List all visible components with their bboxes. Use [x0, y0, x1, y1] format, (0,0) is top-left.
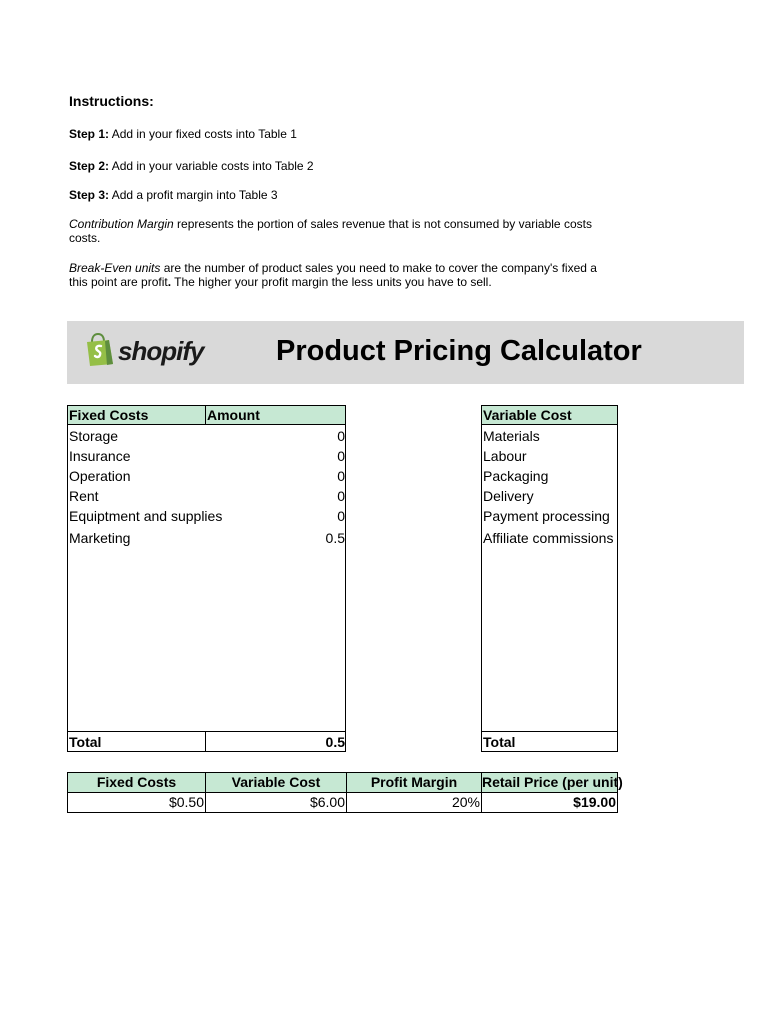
fixed-cost-amount[interactable]: 0 — [337, 508, 345, 524]
break-even-term: Break-Even units — [69, 261, 161, 275]
variable-total-label: Total — [483, 734, 516, 750]
variable-cost-name[interactable]: Packaging — [483, 468, 549, 484]
step-1-label: Step 1: — [69, 127, 110, 141]
break-even-note — [69, 261, 618, 289]
shopping-bag-icon — [85, 333, 115, 367]
fixed-cost-amount[interactable]: 0 — [337, 428, 345, 444]
fixed-total-value: 0.5 — [325, 734, 345, 750]
amount-header: Amount — [205, 405, 346, 425]
variable-cost-header: Variable Cost — [481, 405, 618, 425]
summary-header-fixed-costs: Fixed Costs — [67, 772, 206, 793]
summary-profit-margin-value[interactable]: 20% — [346, 792, 482, 813]
step-3-text: Add a profit margin into Table 3 — [109, 188, 278, 202]
summary-header-profit-margin: Profit Margin — [346, 772, 482, 793]
step-3 — [69, 188, 278, 202]
shopify-wordmark: shopify — [118, 336, 204, 366]
variable-total-divider — [481, 731, 618, 732]
break-even-line-2a: this point are profit — [69, 275, 168, 289]
step-3-label: Step 3: — [69, 188, 110, 202]
variable-cost-name[interactable]: Affiliate commissions — [483, 530, 614, 546]
page-title: Product Pricing Calculator — [276, 335, 642, 367]
contribution-term: Contribution Margin — [69, 217, 174, 231]
contribution-margin-note — [69, 217, 618, 245]
variable-cost-name[interactable]: Delivery — [483, 488, 534, 504]
fixed-cost-name[interactable]: Marketing — [69, 530, 131, 546]
step-2-text: Add in your variable costs into Table 2 — [109, 159, 314, 173]
summary-fixed-costs-value[interactable]: $0.50 — [67, 792, 206, 813]
summary-header-retail-price: Retail Price (per unit) — [481, 772, 618, 793]
summary-retail-price-value[interactable]: $19.00 — [481, 792, 618, 813]
fixed-total-label: Total — [69, 734, 102, 750]
contribution-line-1: represents the portion of sales revenue that is not consumed by variable costs — [173, 217, 592, 231]
break-even-line-1: are the number of product sales you need to make to cover the company's fixed a — [160, 261, 597, 275]
step-2-label: Step 2: — [69, 159, 110, 173]
variable-cost-name[interactable]: Payment processing — [483, 508, 610, 524]
instructions-title: Instructions: — [69, 93, 154, 109]
fixed-costs-header: Fixed Costs — [67, 405, 206, 425]
fixed-cost-amount[interactable]: 0.5 — [325, 530, 345, 546]
summary-variable-cost-value[interactable]: $6.00 — [205, 792, 347, 813]
fixed-cost-amount[interactable]: 0 — [337, 488, 345, 504]
fixed-cost-name[interactable]: Rent — [69, 488, 99, 504]
break-even-line-2b: . — [167, 275, 172, 289]
fixed-total-divider — [67, 731, 346, 732]
summary-header-variable-cost: Variable Cost — [205, 772, 347, 793]
fixed-cost-name[interactable]: Storage — [69, 428, 119, 444]
variable-cost-name[interactable]: Materials — [483, 428, 540, 444]
fixed-cost-name[interactable]: Operation — [69, 468, 131, 484]
calculator-banner — [67, 321, 744, 384]
fixed-cost-name[interactable]: Equiptment and supplies — [69, 508, 223, 524]
fixed-cost-name[interactable]: Insurance — [69, 448, 131, 464]
fixed-cost-amount[interactable]: 0 — [337, 468, 345, 484]
step-1 — [69, 127, 297, 141]
step-2 — [69, 159, 314, 173]
variable-cost-name[interactable]: Labour — [483, 448, 527, 464]
break-even-line-2c: The higher your profit margin the less units you have to sell. — [171, 275, 492, 289]
contribution-line-2: costs. — [69, 231, 101, 245]
step-1-text: Add in your fixed costs into Table 1 — [109, 127, 297, 141]
fixed-cost-amount[interactable]: 0 — [337, 448, 345, 464]
